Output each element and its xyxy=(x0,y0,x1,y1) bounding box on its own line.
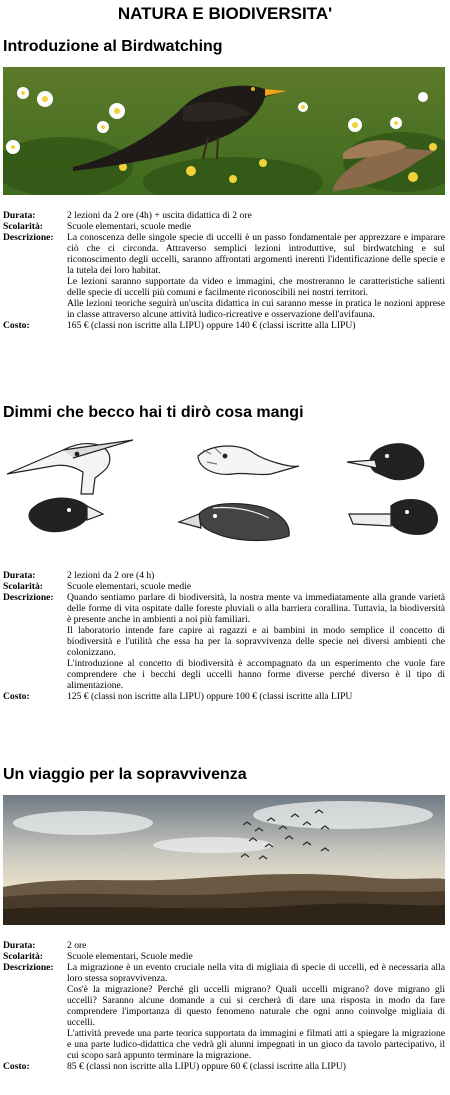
description-paragraph: La migrazione è un evento cruciale nella vita di migliaia di specie di uccelli, ed è necessaria alla loro stessa sopravvivenza. xyxy=(67,962,445,984)
description-paragraph: Le lezioni saranno supportate da video e immagini, che mostreranno le caratteristiche salienti delle specie di uccelli più comuni e facilmente riconoscibili nei nostri territori. xyxy=(67,276,445,298)
duration-value: 2 lezioni da 2 ore (4h) + uscita didattica di 2 ore xyxy=(67,210,252,221)
description-label: Descrizione: xyxy=(3,232,54,243)
bird-beaks-illustration xyxy=(3,432,445,552)
page-title: NATURA E BIODIVERSITA' xyxy=(117,4,333,23)
duration-value: 2 ore xyxy=(67,940,87,951)
blackbird-head-icon xyxy=(347,444,424,480)
description-text xyxy=(67,592,445,691)
description-label: Descrizione: xyxy=(3,962,54,973)
cost-label: Costo: xyxy=(3,1061,30,1072)
duration-label: Durata: xyxy=(3,570,36,581)
migration-landscape-photo xyxy=(3,795,445,925)
duck-head-icon xyxy=(349,500,437,535)
cost-value: 85 € (classi non iscritte alla LIPU) oppure 60 € (classi iscritte alla LIPU) xyxy=(67,1061,346,1072)
finch-head-icon xyxy=(29,498,103,532)
details-beaks xyxy=(3,570,445,702)
cost-label: Costo: xyxy=(3,691,30,702)
cost-value: 165 € (classi non iscritte alla LIPU) oppure 140 € (classi iscritte alla LIPU) xyxy=(67,320,356,331)
schools-label: Scolarità: xyxy=(3,951,43,962)
description-text xyxy=(67,962,445,1061)
spoonbill-head-icon xyxy=(198,446,299,475)
schools-value: Scuole elementari, scuole medie xyxy=(67,581,192,592)
description-paragraph: L'attività prevede una parte teorica supportata da immagini e filmati atti a spiegare la migrazione e una parte ludico-didattica che vedrà gli alunni impegnati in un gioco da tavolo partecipativo, il cui scopo sarà appunto terminare la migrazione. xyxy=(67,1028,445,1061)
cost-value: 125 € (classi non iscritte alla LIPU) oppure 100 € (classi iscritte alla LIPU xyxy=(67,691,353,702)
description-label: Descrizione: xyxy=(3,592,54,603)
description-text xyxy=(67,232,445,320)
duration-value: 2 lezioni da 2 ore (4 h) xyxy=(67,570,155,581)
duration-label: Durata: xyxy=(3,210,36,221)
hawfinch-head-icon xyxy=(179,504,289,541)
blackbird-photo xyxy=(3,67,445,195)
description-paragraph: Alle lezioni teoriche seguirà un'uscita didattica in cui saranno messe in pratica le nozioni apprese in classe attraverso alcune attività ludico-ricreative e osservazione dell'avifauna. xyxy=(67,298,445,320)
duration-label: Durata: xyxy=(3,940,36,951)
heron-head-icon xyxy=(7,440,133,494)
schools-label: Scolarità: xyxy=(3,581,43,592)
schools-label: Scolarità: xyxy=(3,221,43,232)
section-title-beaks: Dimmi che becco hai ti dirò cosa mangi xyxy=(3,404,304,421)
schools-value: Scuole elementari, scuole medie xyxy=(67,221,192,232)
description-paragraph: Il laboratorio intende fare capire ai ragazzi e ai bambini in modo semplice il concetto di biodiversità e l'utilità che essa ha per la sopravvivenza delle specie nei diversi ambienti che colonizzano. xyxy=(67,625,445,658)
description-paragraph: Quando sentiamo parlare di biodiversità, la nostra mente va immediatamente alla grande varietà delle forme di vita ospitate dalle foreste pluviali o alla barriera corallina. Tuttavia, la biodiversità è presente anche in ambienti a noi più familiari. xyxy=(67,592,445,625)
schools-value: Scuole elementari, Scuole medie xyxy=(67,951,193,962)
details-migration xyxy=(3,940,445,1072)
description-paragraph: L'introduzione al concetto di biodiversità è accompagnato da un esperimento che vuole fare comprendere che i becchi degli uccelli hanno forme diverse perché diverso è il tipo di alimentazione. xyxy=(67,658,445,691)
section-title-migration: Un viaggio per la sopravvivenza xyxy=(3,766,247,783)
cost-label: Costo: xyxy=(3,320,30,331)
section-title-birdwatching: Introduzione al Birdwatching xyxy=(3,38,223,55)
description-paragraph: Cos'è la migrazione? Perché gli uccelli migrano? Quali uccelli migrano? dove migrano gli uccelli? Saranno alcune domande a cui si cercherà di dare una risposta in modo da fare comprendere l'importanza di questo fenomeno naturale che ogni anno coinvolge migliaia di uccelli. xyxy=(67,984,445,1028)
details-birdwatching xyxy=(3,210,445,331)
description-paragraph: La conoscenza delle singole specie di uccelli è un passo fondamentale per apprezzare e imparare ciò che ci circonda. Attraverso semplici lezioni introduttive, sul birdwatching e sul riconoscimento degli uccelli, saranno affrontati argomenti inerenti l'identificazione delle specie e la tutela dei loro habitat. xyxy=(67,232,445,276)
